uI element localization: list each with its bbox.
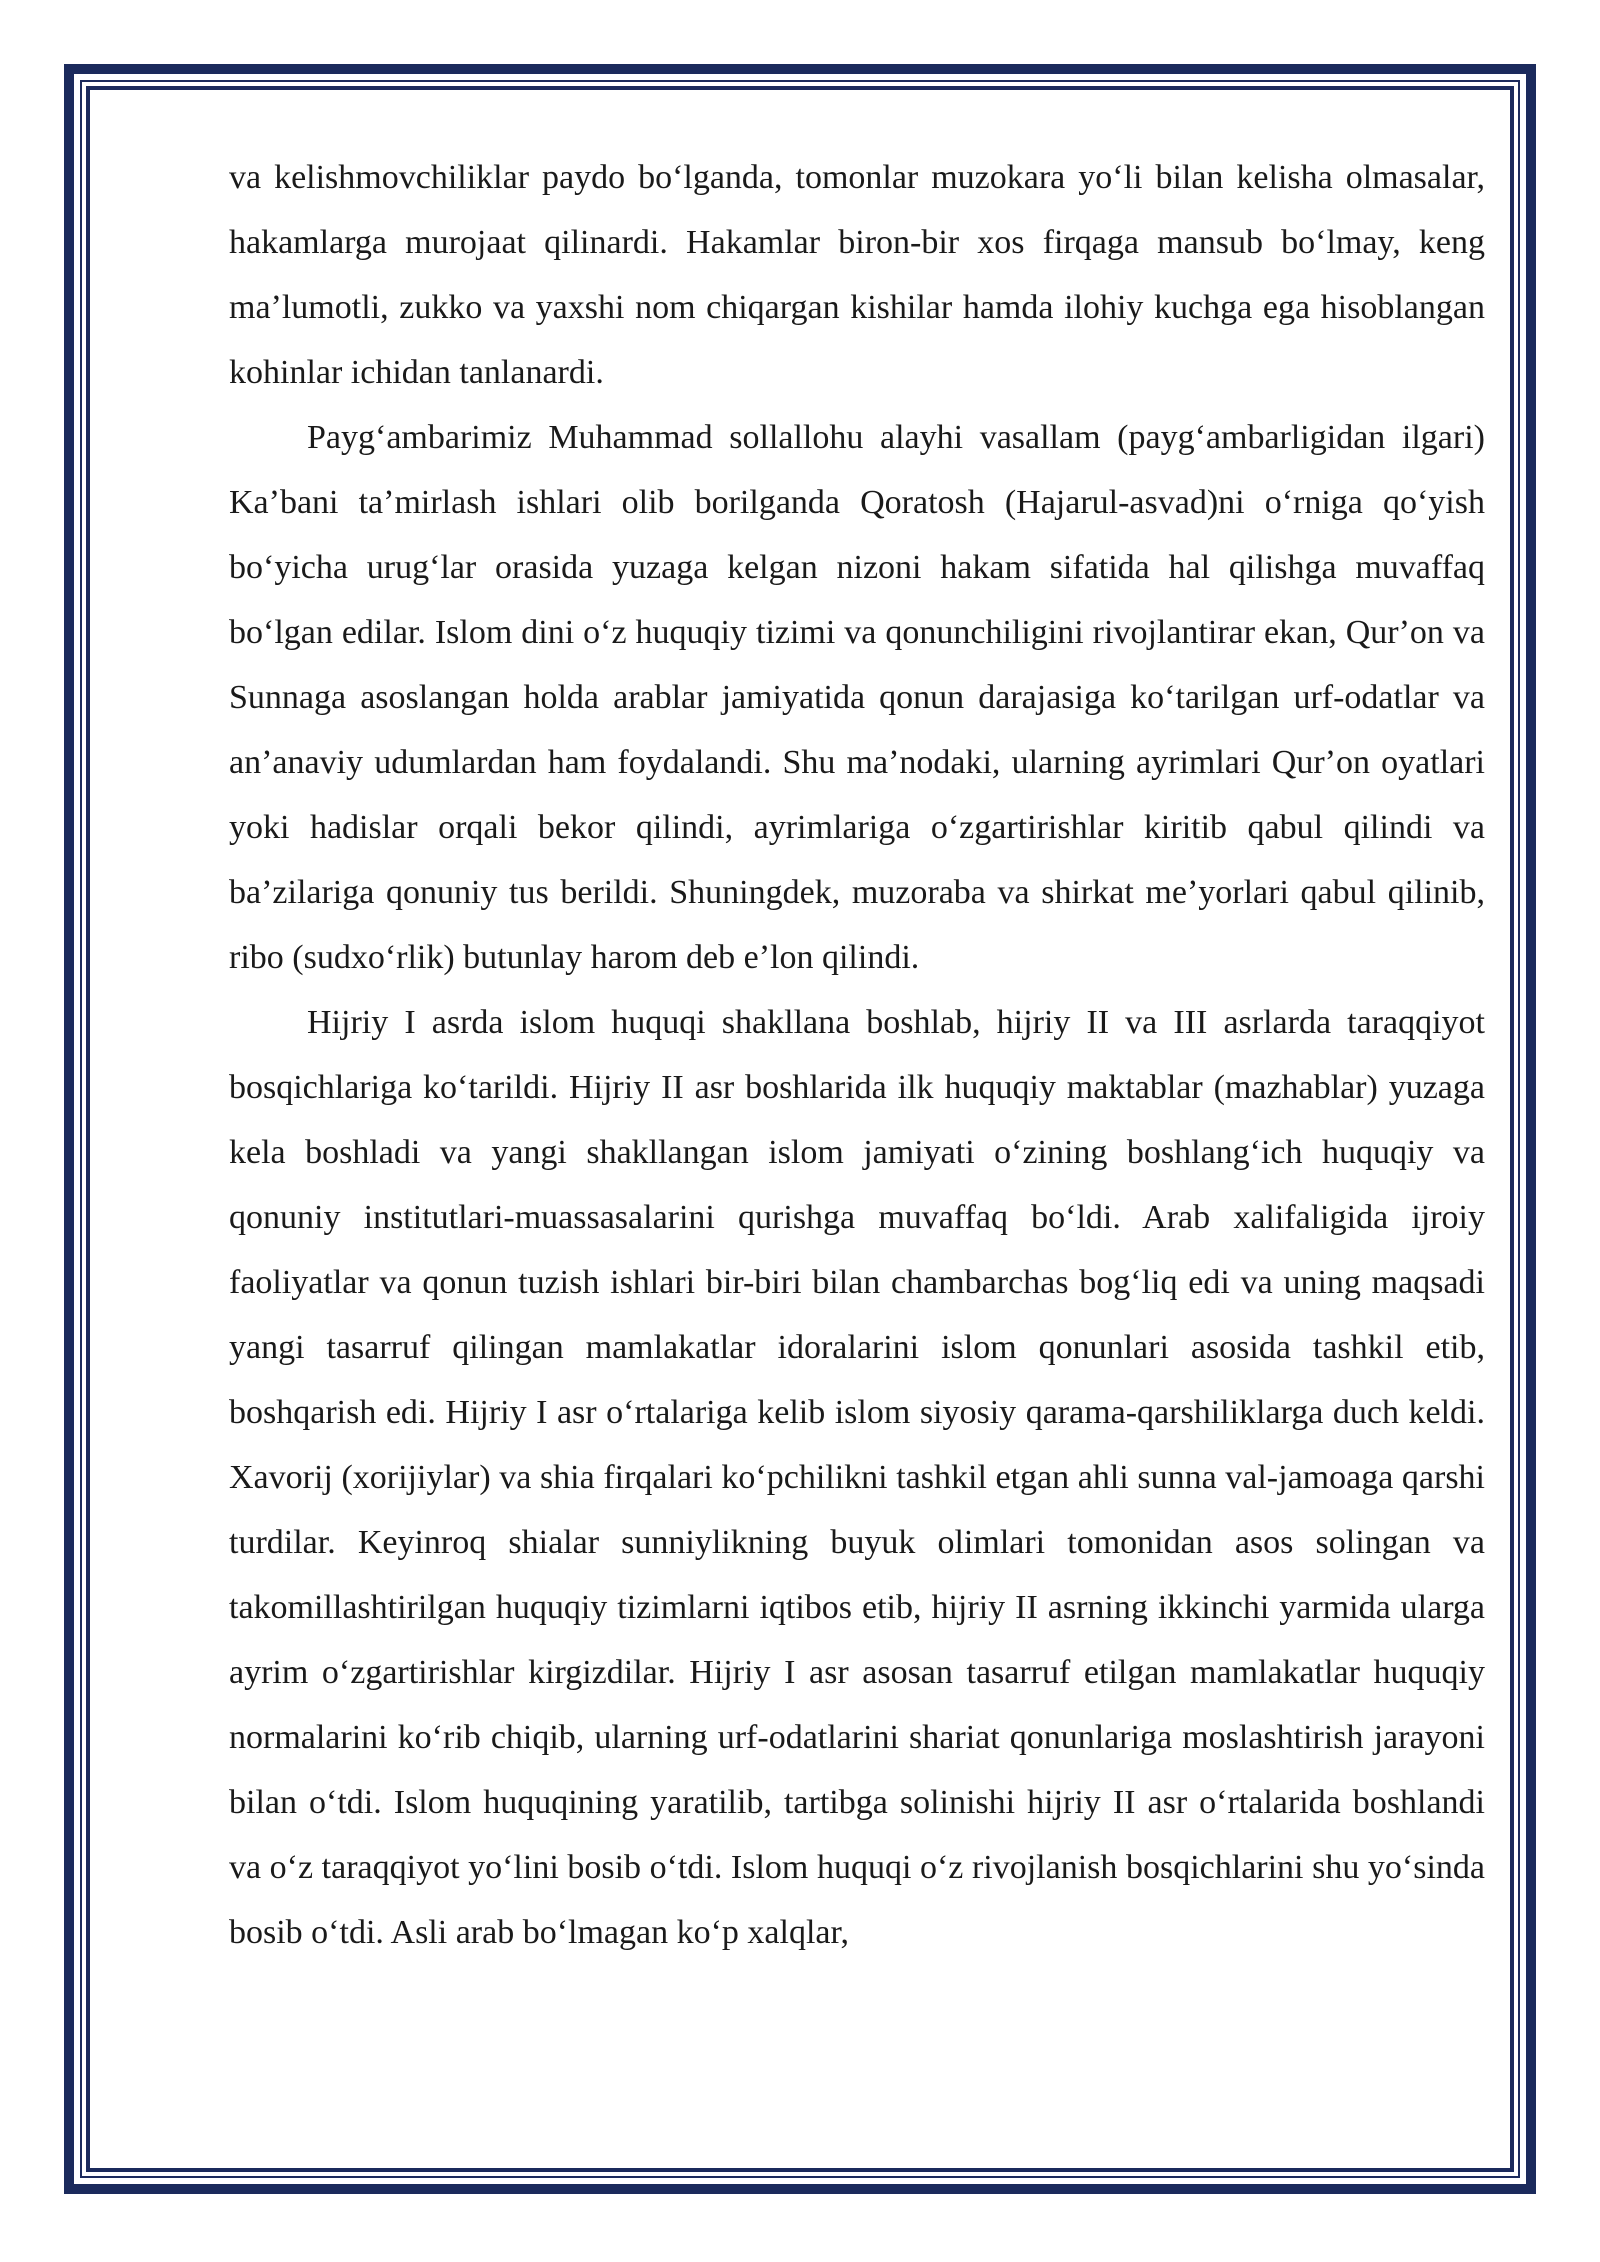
paragraph-continuation: va kelishmovchiliklar paydo boʻlganda, tomonlar muzokara yoʻli bilan kelisha olmasalar, hakamlarga murojaat qilinardi. Hakamlar biron-bir xos firqaga mansub boʻlmay, keng maʼlumotli, zukko va yaxshi nom chiqargan kishilar hamda ilohiy kuchga ega hisoblangan kohinlar ichidan tanlanardi. bbox=[229, 159, 1485, 391]
document-body bbox=[229, 145, 1485, 1965]
paragraph: Hijriy I asrda islom huquqi shakllana boshlab, hijriy II va III asrlarda taraqqiyot bosqichlariga koʻtarildi. Hijriy II asr boshlarida ilk huquqiy maktablar (mazhablar) yuzaga kela boshladi va yangi shakllangan islom jamiyati oʻzining boshlangʻich huquqiy va qonuniy institutlari-muassasalarini qurishga muvaffaq boʻldi. Arab xalifaligida ijroiy faoliyatlar va qonun tuzish ishlari bir-biri bilan chambarchas bogʻliq edi va uning maqsadi yangi tasarruf qilingan mamlakatlar idoralarini islom qonunlari asosida tashkil etib, boshqarish edi. Hijriy I asr oʻrtalariga kelib islom siyosiy qarama-qarshiliklarga duch keldi. Xavorij (xorijiylar) va shia firqalari koʻpchilikni tashkil etgan ahli sunna val-jamoaga qarshi turdilar. Keyinroq shialar sunniylikning buyuk olimlari tomonidan asos solingan va takomillashtirilgan huquqiy tizimlarni iqtibos etib, hijriy II asrning ikkinchi yarmida ularga ayrim oʻzgartirishlar kirgizdilar. Hijriy I asr asosan tasarruf etilgan mamlakatlar huquqiy normalarini koʻrib chiqib, ularning urf-odatlarini shariat qonunlariga moslashtirish jarayoni bilan oʻtdi. Islom huquqining yaratilib, tartibga solinishi hijriy II asr oʻrtalarida boshlandi va oʻz taraqqiyot yoʻlini bosib oʻtdi. Islom huquqi oʻz rivojlanish bosqichlarini shu yoʻsinda bosib oʻtdi. Asli arab boʻlmagan koʻp xalqlar, bbox=[229, 1004, 1485, 1951]
paragraph: Paygʻambarimiz Muhammad sollallohu alayhi vasallam (paygʻambarligidan ilgari) Kaʼbani taʼmirlash ishlari olib borilganda Qoratosh (Hajarul-asvad)ni oʻrniga qoʻyish boʻyicha urugʻlar orasida yuzaga kelgan nizoni hakam sifatida hal qilishga muvaffaq boʻlgan edilar. Islom dini oʻz huquqiy tizimi va qonunchiligini rivojlantirar ekan, Qurʼon va Sunnaga asoslangan holda arablar jamiyatida qonun darajasiga koʻtarilgan urf-odatlar va anʼanaviy udumlardan ham foydalandi. Shu maʼnodaki, ularning ayrimlari Qurʼon oyatlari yoki hadislar orqali bekor qilindi, ayrimlariga oʻzgartirishlar kiritib qabul qilindi va baʼzilariga qonuniy tus berildi. Shuningdek, muzoraba va shirkat meʼyorlari qabul qilinib, ribo (sudxoʻrlik) butunlay harom deb eʼlon qilindi. bbox=[229, 419, 1485, 976]
